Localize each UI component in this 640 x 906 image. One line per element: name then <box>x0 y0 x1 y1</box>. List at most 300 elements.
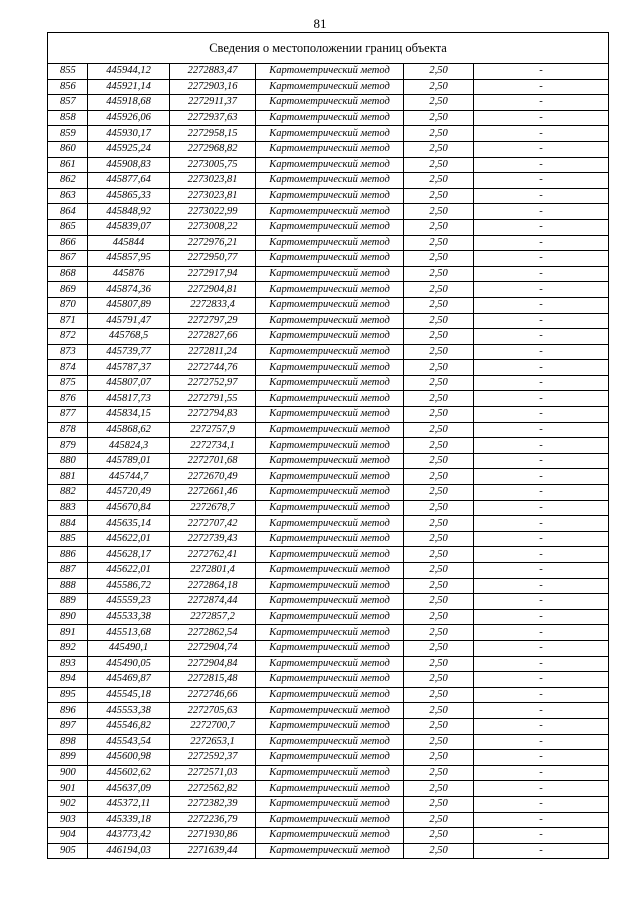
coord-y-cell: 2272857,2 <box>170 609 256 625</box>
coord-y-cell: 2273005,75 <box>170 157 256 173</box>
coord-y-cell: 2272883,47 <box>170 64 256 80</box>
note-cell: - <box>474 422 609 438</box>
coord-x-cell: 445839,07 <box>88 219 170 235</box>
table-row <box>48 64 609 80</box>
accuracy-cell: 2,50 <box>404 438 474 454</box>
accuracy-cell: 2,50 <box>404 750 474 766</box>
accuracy-cell: 2,50 <box>404 485 474 501</box>
table-row <box>48 344 609 360</box>
accuracy-cell: 2,50 <box>404 812 474 828</box>
coord-y-cell: 2272707,42 <box>170 516 256 532</box>
note-cell: - <box>474 204 609 220</box>
point-number-cell: 880 <box>48 453 88 469</box>
coord-y-cell: 2272833,4 <box>170 297 256 313</box>
table-row <box>48 282 609 298</box>
accuracy-cell: 2,50 <box>404 531 474 547</box>
note-cell: - <box>474 157 609 173</box>
note-cell: - <box>474 485 609 501</box>
table-row <box>48 375 609 391</box>
point-number-cell: 876 <box>48 391 88 407</box>
accuracy-cell: 2,50 <box>404 251 474 267</box>
accuracy-cell: 2,50 <box>404 843 474 859</box>
coord-y-cell: 2272904,81 <box>170 282 256 298</box>
coord-x-cell: 445586,72 <box>88 578 170 594</box>
coord-y-cell: 2272917,94 <box>170 266 256 282</box>
coord-y-cell: 2273023,81 <box>170 173 256 189</box>
point-number-cell: 863 <box>48 188 88 204</box>
method-cell: Картометрический метод <box>256 266 404 282</box>
method-cell: Картометрический метод <box>256 422 404 438</box>
method-cell: Картометрический метод <box>256 126 404 142</box>
method-cell: Картометрический метод <box>256 718 404 734</box>
coord-x-cell: 445559,23 <box>88 594 170 610</box>
accuracy-cell: 2,50 <box>404 188 474 204</box>
method-cell: Картометрический метод <box>256 469 404 485</box>
table-row <box>48 95 609 111</box>
table-row <box>48 594 609 610</box>
accuracy-cell: 2,50 <box>404 703 474 719</box>
coord-y-cell: 2272678,7 <box>170 500 256 516</box>
coord-x-cell: 445876 <box>88 266 170 282</box>
coord-y-cell: 2272937,63 <box>170 110 256 126</box>
accuracy-cell: 2,50 <box>404 79 474 95</box>
accuracy-cell: 2,50 <box>404 422 474 438</box>
coord-y-cell: 2272757,9 <box>170 422 256 438</box>
method-cell: Картометрический метод <box>256 375 404 391</box>
note-cell: - <box>474 407 609 423</box>
coord-y-cell: 2272236,79 <box>170 812 256 828</box>
method-cell: Картометрический метод <box>256 282 404 298</box>
coord-x-cell: 445533,38 <box>88 609 170 625</box>
coord-x-cell: 445944,12 <box>88 64 170 80</box>
note-cell: - <box>474 843 609 859</box>
accuracy-cell: 2,50 <box>404 453 474 469</box>
point-number-cell: 878 <box>48 422 88 438</box>
note-cell: - <box>474 563 609 579</box>
point-number-cell: 865 <box>48 219 88 235</box>
method-cell: Картометрический метод <box>256 703 404 719</box>
coord-x-cell: 445918,68 <box>88 95 170 111</box>
coord-y-cell: 2272976,21 <box>170 235 256 251</box>
accuracy-cell: 2,50 <box>404 828 474 844</box>
accuracy-cell: 2,50 <box>404 64 474 80</box>
coord-x-cell: 445817,73 <box>88 391 170 407</box>
method-cell: Картометрический метод <box>256 329 404 345</box>
note-cell: - <box>474 251 609 267</box>
table-row <box>48 235 609 251</box>
point-number-cell: 899 <box>48 750 88 766</box>
coord-x-cell: 445720,49 <box>88 485 170 501</box>
note-cell: - <box>474 79 609 95</box>
coord-x-cell: 445622,01 <box>88 531 170 547</box>
table-row <box>48 609 609 625</box>
table-title: Сведения о местоположении границ объекта <box>48 33 609 64</box>
note-cell: - <box>474 781 609 797</box>
coord-x-cell: 445635,14 <box>88 516 170 532</box>
method-cell: Картометрический метод <box>256 313 404 329</box>
coord-x-cell: 445874,36 <box>88 282 170 298</box>
point-number-cell: 882 <box>48 485 88 501</box>
table-row <box>48 781 609 797</box>
accuracy-cell: 2,50 <box>404 687 474 703</box>
accuracy-cell: 2,50 <box>404 329 474 345</box>
point-number-cell: 897 <box>48 718 88 734</box>
coord-y-cell: 2272815,48 <box>170 672 256 688</box>
table-row <box>48 718 609 734</box>
table-row <box>48 266 609 282</box>
note-cell: - <box>474 126 609 142</box>
coord-y-cell: 2272705,63 <box>170 703 256 719</box>
note-cell: - <box>474 765 609 781</box>
coord-x-cell: 446194,03 <box>88 843 170 859</box>
note-cell: - <box>474 531 609 547</box>
point-number-cell: 866 <box>48 235 88 251</box>
note-cell: - <box>474 828 609 844</box>
coord-x-cell: 445857,95 <box>88 251 170 267</box>
coord-x-cell: 445791,47 <box>88 313 170 329</box>
note-cell: - <box>474 173 609 189</box>
coord-x-cell: 445513,68 <box>88 625 170 641</box>
coord-y-cell: 2272950,77 <box>170 251 256 267</box>
accuracy-cell: 2,50 <box>404 110 474 126</box>
coord-y-cell: 2272762,41 <box>170 547 256 563</box>
point-number-cell: 890 <box>48 609 88 625</box>
accuracy-cell: 2,50 <box>404 375 474 391</box>
note-cell: - <box>474 703 609 719</box>
accuracy-cell: 2,50 <box>404 391 474 407</box>
method-cell: Картометрический метод <box>256 578 404 594</box>
method-cell: Картометрический метод <box>256 843 404 859</box>
point-number-cell: 870 <box>48 297 88 313</box>
coord-y-cell: 2272911,37 <box>170 95 256 111</box>
note-cell: - <box>474 609 609 625</box>
table-row <box>48 422 609 438</box>
note-cell: - <box>474 329 609 345</box>
table-row <box>48 157 609 173</box>
method-cell: Картометрический метод <box>256 438 404 454</box>
point-number-cell: 875 <box>48 375 88 391</box>
method-cell: Картометрический метод <box>256 344 404 360</box>
method-cell: Картометрический метод <box>256 625 404 641</box>
method-cell: Картометрический метод <box>256 157 404 173</box>
point-number-cell: 888 <box>48 578 88 594</box>
table-row <box>48 578 609 594</box>
method-cell: Картометрический метод <box>256 407 404 423</box>
coord-y-cell: 2272904,74 <box>170 640 256 656</box>
coord-y-cell: 2272903,16 <box>170 79 256 95</box>
note-cell: - <box>474 796 609 812</box>
method-cell: Картометрический метод <box>256 828 404 844</box>
coord-y-cell: 2272904,84 <box>170 656 256 672</box>
point-number-cell: 889 <box>48 594 88 610</box>
table-row <box>48 703 609 719</box>
coord-x-cell: 445469,87 <box>88 672 170 688</box>
table-row <box>48 828 609 844</box>
coord-x-cell: 445600,98 <box>88 750 170 766</box>
method-cell: Картометрический метод <box>256 500 404 516</box>
accuracy-cell: 2,50 <box>404 563 474 579</box>
note-cell: - <box>474 64 609 80</box>
note-cell: - <box>474 188 609 204</box>
note-cell: - <box>474 734 609 750</box>
point-number-cell: 861 <box>48 157 88 173</box>
coord-x-cell: 445930,17 <box>88 126 170 142</box>
coord-y-cell: 2272791,55 <box>170 391 256 407</box>
coord-x-cell: 445789,01 <box>88 453 170 469</box>
point-number-cell: 902 <box>48 796 88 812</box>
table-row <box>48 750 609 766</box>
table-row <box>48 843 609 859</box>
accuracy-cell: 2,50 <box>404 796 474 812</box>
point-number-cell: 885 <box>48 531 88 547</box>
method-cell: Картометрический метод <box>256 563 404 579</box>
note-cell: - <box>474 391 609 407</box>
method-cell: Картометрический метод <box>256 672 404 688</box>
coord-y-cell: 2272794,83 <box>170 407 256 423</box>
coord-y-cell: 2273008,22 <box>170 219 256 235</box>
table-row <box>48 547 609 563</box>
accuracy-cell: 2,50 <box>404 235 474 251</box>
accuracy-cell: 2,50 <box>404 640 474 656</box>
method-cell: Картометрический метод <box>256 734 404 750</box>
coord-x-cell: 445637,09 <box>88 781 170 797</box>
note-cell: - <box>474 516 609 532</box>
note-cell: - <box>474 375 609 391</box>
accuracy-cell: 2,50 <box>404 344 474 360</box>
table-row <box>48 219 609 235</box>
note-cell: - <box>474 438 609 454</box>
note-cell: - <box>474 640 609 656</box>
accuracy-cell: 2,50 <box>404 469 474 485</box>
point-number-cell: 859 <box>48 126 88 142</box>
table-row <box>48 407 609 423</box>
table-row <box>48 204 609 220</box>
accuracy-cell: 2,50 <box>404 95 474 111</box>
coord-y-cell: 2271930,86 <box>170 828 256 844</box>
accuracy-cell: 2,50 <box>404 672 474 688</box>
accuracy-cell: 2,50 <box>404 407 474 423</box>
coord-y-cell: 2272653,1 <box>170 734 256 750</box>
coord-y-cell: 2272797,29 <box>170 313 256 329</box>
method-cell: Картометрический метод <box>256 765 404 781</box>
coord-y-cell: 2272827,66 <box>170 329 256 345</box>
note-cell: - <box>474 625 609 641</box>
note-cell: - <box>474 656 609 672</box>
method-cell: Картометрический метод <box>256 204 404 220</box>
method-cell: Картометрический метод <box>256 235 404 251</box>
table-row <box>48 485 609 501</box>
note-cell: - <box>474 266 609 282</box>
method-cell: Картометрический метод <box>256 656 404 672</box>
point-number-cell: 858 <box>48 110 88 126</box>
point-number-cell: 901 <box>48 781 88 797</box>
accuracy-cell: 2,50 <box>404 625 474 641</box>
point-number-cell: 879 <box>48 438 88 454</box>
accuracy-cell: 2,50 <box>404 718 474 734</box>
coord-y-cell: 2272701,68 <box>170 453 256 469</box>
coord-x-cell: 445490,05 <box>88 656 170 672</box>
point-number-cell: 855 <box>48 64 88 80</box>
coord-y-cell: 2272752,97 <box>170 375 256 391</box>
coord-x-cell: 443773,42 <box>88 828 170 844</box>
note-cell: - <box>474 750 609 766</box>
method-cell: Картометрический метод <box>256 251 404 267</box>
table-row <box>48 687 609 703</box>
coord-x-cell: 445543,54 <box>88 734 170 750</box>
table-row <box>48 765 609 781</box>
point-number-cell: 864 <box>48 204 88 220</box>
table-row <box>48 313 609 329</box>
coord-x-cell: 445622,01 <box>88 563 170 579</box>
accuracy-cell: 2,50 <box>404 282 474 298</box>
coord-x-cell: 445848,92 <box>88 204 170 220</box>
accuracy-cell: 2,50 <box>404 547 474 563</box>
method-cell: Картометрический метод <box>256 609 404 625</box>
table-row <box>48 110 609 126</box>
point-number-cell: 886 <box>48 547 88 563</box>
coord-y-cell: 2272382,39 <box>170 796 256 812</box>
point-number-cell: 898 <box>48 734 88 750</box>
coord-y-cell: 2272571,03 <box>170 765 256 781</box>
point-number-cell: 881 <box>48 469 88 485</box>
note-cell: - <box>474 718 609 734</box>
coord-x-cell: 445739,77 <box>88 344 170 360</box>
coord-y-cell: 2272661,46 <box>170 485 256 501</box>
accuracy-cell: 2,50 <box>404 500 474 516</box>
accuracy-cell: 2,50 <box>404 516 474 532</box>
accuracy-cell: 2,50 <box>404 594 474 610</box>
point-number-cell: 869 <box>48 282 88 298</box>
coord-y-cell: 2271639,44 <box>170 843 256 859</box>
note-cell: - <box>474 672 609 688</box>
coord-y-cell: 2272864,18 <box>170 578 256 594</box>
coord-y-cell: 2272862,54 <box>170 625 256 641</box>
note-cell: - <box>474 453 609 469</box>
accuracy-cell: 2,50 <box>404 297 474 313</box>
accuracy-cell: 2,50 <box>404 578 474 594</box>
coord-x-cell: 445834,15 <box>88 407 170 423</box>
accuracy-cell: 2,50 <box>404 266 474 282</box>
method-cell: Картометрический метод <box>256 79 404 95</box>
accuracy-cell: 2,50 <box>404 157 474 173</box>
accuracy-cell: 2,50 <box>404 173 474 189</box>
coord-x-cell: 445602,62 <box>88 765 170 781</box>
point-number-cell: 860 <box>48 141 88 157</box>
point-number-cell: 871 <box>48 313 88 329</box>
point-number-cell: 857 <box>48 95 88 111</box>
point-number-cell: 856 <box>48 79 88 95</box>
method-cell: Картометрический метод <box>256 547 404 563</box>
accuracy-cell: 2,50 <box>404 360 474 376</box>
accuracy-cell: 2,50 <box>404 765 474 781</box>
point-number-cell: 900 <box>48 765 88 781</box>
point-number-cell: 904 <box>48 828 88 844</box>
coord-x-cell: 445545,18 <box>88 687 170 703</box>
point-number-cell: 872 <box>48 329 88 345</box>
coordinates-table <box>47 32 609 859</box>
method-cell: Картометрический метод <box>256 95 404 111</box>
accuracy-cell: 2,50 <box>404 656 474 672</box>
method-cell: Картометрический метод <box>256 812 404 828</box>
coord-x-cell: 445868,62 <box>88 422 170 438</box>
coord-y-cell: 2272734,1 <box>170 438 256 454</box>
point-number-cell: 895 <box>48 687 88 703</box>
method-cell: Картометрический метод <box>256 391 404 407</box>
point-number-cell: 867 <box>48 251 88 267</box>
point-number-cell: 894 <box>48 672 88 688</box>
point-number-cell: 868 <box>48 266 88 282</box>
method-cell: Картометрический метод <box>256 640 404 656</box>
coord-x-cell: 445372,11 <box>88 796 170 812</box>
table-row <box>48 188 609 204</box>
method-cell: Картометрический метод <box>256 796 404 812</box>
method-cell: Картометрический метод <box>256 360 404 376</box>
point-number-cell: 874 <box>48 360 88 376</box>
coord-y-cell: 2272562,82 <box>170 781 256 797</box>
coord-x-cell: 445877,64 <box>88 173 170 189</box>
table-row <box>48 734 609 750</box>
method-cell: Картометрический метод <box>256 297 404 313</box>
coord-y-cell: 2273023,81 <box>170 188 256 204</box>
coord-x-cell: 445768,5 <box>88 329 170 345</box>
note-cell: - <box>474 313 609 329</box>
method-cell: Картометрический метод <box>256 485 404 501</box>
coord-y-cell: 2272744,76 <box>170 360 256 376</box>
method-cell: Картометрический метод <box>256 594 404 610</box>
point-number-cell: 891 <box>48 625 88 641</box>
point-number-cell: 873 <box>48 344 88 360</box>
coord-x-cell: 445807,89 <box>88 297 170 313</box>
note-cell: - <box>474 235 609 251</box>
note-cell: - <box>474 110 609 126</box>
table-row <box>48 438 609 454</box>
coord-x-cell: 445844 <box>88 235 170 251</box>
table-row <box>48 640 609 656</box>
table-row <box>48 360 609 376</box>
note-cell: - <box>474 297 609 313</box>
table-row <box>48 796 609 812</box>
coord-x-cell: 445546,82 <box>88 718 170 734</box>
note-cell: - <box>474 219 609 235</box>
coord-y-cell: 2272746,66 <box>170 687 256 703</box>
coord-y-cell: 2273022,99 <box>170 204 256 220</box>
note-cell: - <box>474 469 609 485</box>
accuracy-cell: 2,50 <box>404 204 474 220</box>
coord-y-cell: 2272874,44 <box>170 594 256 610</box>
method-cell: Картометрический метод <box>256 219 404 235</box>
note-cell: - <box>474 500 609 516</box>
coord-y-cell: 2272958,15 <box>170 126 256 142</box>
table-row <box>48 453 609 469</box>
method-cell: Картометрический метод <box>256 750 404 766</box>
method-cell: Картометрический метод <box>256 687 404 703</box>
coord-x-cell: 445490,1 <box>88 640 170 656</box>
coord-y-cell: 2272801,4 <box>170 563 256 579</box>
note-cell: - <box>474 594 609 610</box>
coord-x-cell: 445824,3 <box>88 438 170 454</box>
accuracy-cell: 2,50 <box>404 781 474 797</box>
point-number-cell: 903 <box>48 812 88 828</box>
point-number-cell: 896 <box>48 703 88 719</box>
point-number-cell: 884 <box>48 516 88 532</box>
table-row <box>48 79 609 95</box>
table-row <box>48 563 609 579</box>
coord-y-cell: 2272968,82 <box>170 141 256 157</box>
coord-y-cell: 2272739,43 <box>170 531 256 547</box>
table-row <box>48 500 609 516</box>
table-row <box>48 672 609 688</box>
page-number: 81 <box>313 16 327 31</box>
